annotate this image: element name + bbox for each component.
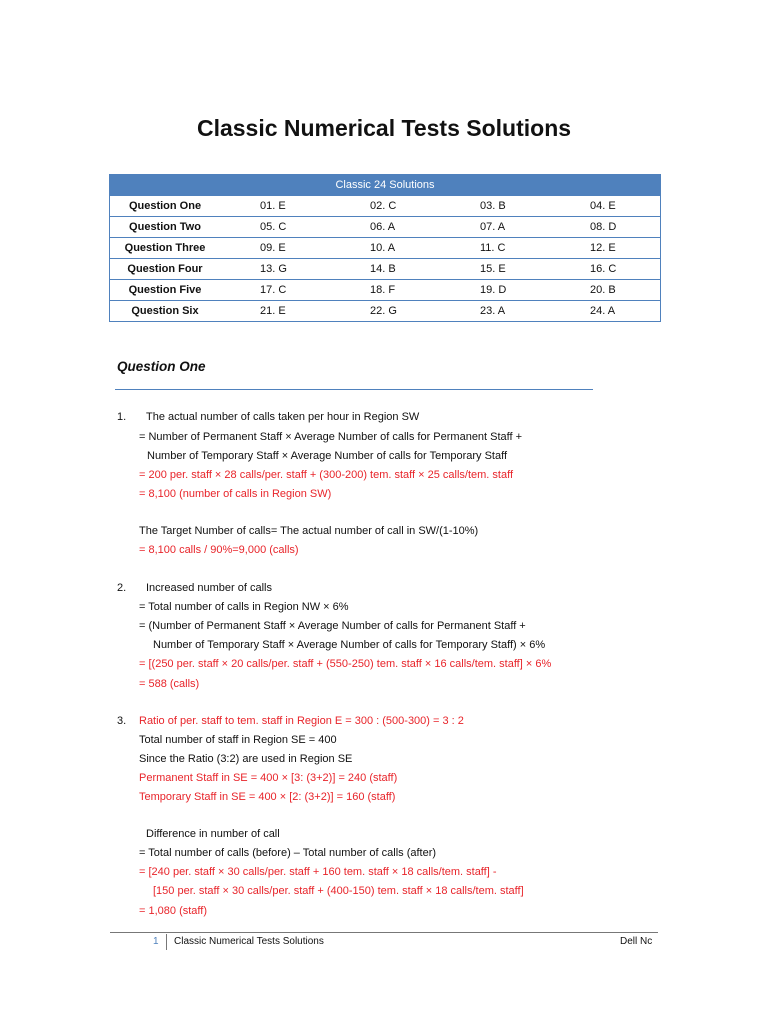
item-number-3: 3. [117, 715, 127, 727]
answer-cell: 17. C [260, 284, 287, 296]
answer-table-header: Classic 24 Solutions [110, 175, 660, 195]
answer-cell: 02. C [370, 200, 397, 212]
solution-line: = 1,080 (staff) [139, 905, 207, 917]
solution-line: Total number of staff in Region SE = 400 [139, 734, 337, 746]
answer-cell: 18. F [370, 284, 396, 296]
page-number: 1 [153, 936, 159, 947]
solution-line: = (Number of Permanent Staff × Average Number of calls for Permanent Staff + [139, 620, 526, 632]
solution-line: [150 per. staff × 30 calls/per. staff + (400-150) tem. staff × 18 calls/tem. staff] [153, 885, 524, 897]
answer-row [110, 279, 660, 300]
answer-row [110, 258, 660, 279]
answer-row-question: Question Three [124, 242, 206, 254]
section-title: Question One [117, 359, 206, 374]
solution-line: Number of Temporary Staff × Average Number of calls for Temporary Staff [147, 450, 508, 462]
answer-cell: 20. B [590, 284, 616, 296]
answer-row-question: Question Two [129, 221, 201, 233]
answer-row [110, 216, 660, 237]
answer-cell: 19. D [480, 284, 507, 296]
section-divider [115, 389, 593, 390]
item-number-2: 2. [117, 582, 127, 594]
solution-line: = 8,100 calls / 90%=9,000 (calls) [139, 544, 299, 556]
answer-cell: 07. A [480, 221, 506, 233]
solution-line: Temporary Staff in SE = 400 × [2: (3+2)] = 160 (staff) [139, 791, 396, 803]
answer-row [110, 195, 660, 216]
answer-row-question: Question Four [127, 263, 203, 275]
solution-line: = Total number of calls in Region NW × 6% [139, 601, 349, 613]
answer-cell: 14. B [370, 263, 396, 275]
solution-line: = 8,100 (number of calls in Region SW) [139, 488, 332, 500]
solution-line: Number of Temporary Staff × Average Number of calls for Temporary Staff) × 6% [153, 639, 546, 651]
answer-cell: 05. C [260, 221, 287, 233]
solution-line: = Number of Permanent Staff × Average Number of calls for Permanent Staff + [139, 431, 523, 443]
solution-line: Ratio of per. staff to tem. staff in Region E = 300 : (500-300) = 3 : 2 [139, 715, 464, 727]
item-number-1: 1. [117, 411, 127, 423]
answer-cell: 04. E [590, 200, 616, 212]
answer-cell: 08. D [590, 221, 617, 233]
answer-cell: 13. G [260, 263, 287, 275]
solution-line: Since the Ratio (3:2) are used in Region SE [139, 753, 353, 765]
answer-cell: 22. G [370, 305, 397, 317]
answer-cell: 01. E [260, 200, 286, 212]
answer-cell: 11. C [480, 242, 506, 254]
solution-line: = 588 (calls) [139, 678, 200, 690]
solution-line: Permanent Staff in SE = 400 × [3: (3+2)] = 240 (staff) [139, 772, 398, 784]
answer-cell: 10. A [370, 242, 396, 254]
solution-line: = Total number of calls (before) – Total number of calls (after) [139, 847, 437, 859]
answer-row [110, 237, 660, 258]
footer-title: Classic Numerical Tests Solutions [174, 936, 324, 947]
solution-line: = [(250 per. staff × 20 calls/per. staff + (550-250) tem. staff × 16 calls/tem. staff] × 6% [139, 658, 552, 670]
solution-line: The Target Number of calls= The actual number of call in SW/(1-10%) [139, 525, 479, 537]
answer-row [110, 300, 660, 321]
answer-row-question: Question Five [128, 284, 202, 296]
answer-cell: 09. E [260, 242, 286, 254]
solution-line: = [240 per. staff × 30 calls/per. staff + 160 tem. staff × 18 calls/tem. staff] - [139, 866, 497, 878]
footer-divider [110, 932, 658, 933]
solution-line: Increased number of calls [146, 582, 272, 594]
answer-cell: 12. E [590, 242, 616, 254]
solution-line: The actual number of calls taken per hour in Region SW [146, 411, 420, 423]
answer-cell: 16. C [590, 263, 617, 275]
footer-author: Dell Nc [620, 936, 653, 947]
page-title: Classic Numerical Tests Solutions [196, 115, 572, 141]
answer-cell: 24. A [590, 305, 616, 317]
solution-line: = 200 per. staff × 28 calls/per. staff + (300-200) tem. staff × 25 calls/tem. staff [139, 469, 514, 481]
answer-row-question: Question Six [131, 305, 199, 317]
answer-cell: 23. A [480, 305, 506, 317]
answer-row-question: Question One [128, 200, 202, 212]
answer-cell: 15. E [480, 263, 506, 275]
answer-cell: 21. E [260, 305, 286, 317]
answer-cell: 06. A [370, 221, 396, 233]
answer-table [109, 174, 661, 322]
solution-line: Difference in number of call [146, 828, 280, 840]
footer-separator [166, 934, 167, 950]
answer-cell: 03. B [480, 200, 506, 212]
